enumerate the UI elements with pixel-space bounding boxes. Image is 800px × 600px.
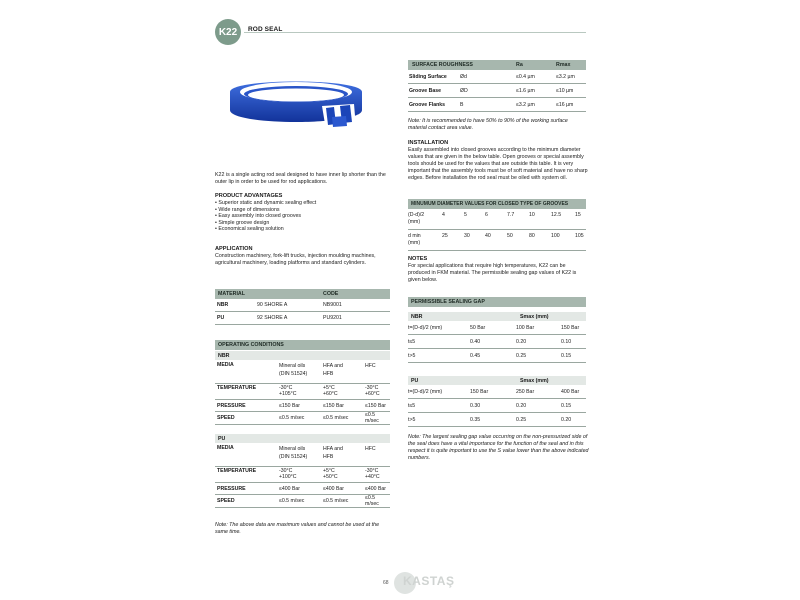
cell: t≤5 xyxy=(408,402,416,409)
list-item: • Economical sealing solution xyxy=(215,226,390,233)
table-row xyxy=(215,495,390,508)
cell: 0.25 xyxy=(516,416,527,423)
table-row xyxy=(408,230,586,251)
cell: ≤3.2 µm xyxy=(516,101,535,108)
cell: 0.35 xyxy=(470,416,481,423)
list-item: • Simple groove design xyxy=(215,220,390,227)
cell: +5°C +50°C xyxy=(323,468,338,480)
cell: -30°C +40°C xyxy=(365,468,380,480)
cell: Groove Base xyxy=(409,87,442,94)
table-row xyxy=(215,360,390,384)
cell: 15 xyxy=(575,212,581,218)
cell: 0.15 xyxy=(561,402,572,409)
list-item: • Superior static and dynamic sealing effect xyxy=(215,200,390,207)
cell: 400 Bar xyxy=(561,388,580,395)
advantages-title: PRODUCT ADVANTAGES xyxy=(215,193,283,199)
cell: 0.20 xyxy=(516,402,527,409)
cell: Groove Flanks xyxy=(409,101,446,108)
list-item: • Easy assembly into closed grooves xyxy=(215,213,390,220)
cell: Mineral oils (DIN 51524) xyxy=(279,363,308,377)
table-subheader: NBR xyxy=(215,351,390,360)
cell: 92 SHORE A xyxy=(257,315,288,321)
table-subheader xyxy=(408,376,586,385)
surface-roughness-table xyxy=(408,60,586,112)
cell: Sliding Surface xyxy=(409,73,447,80)
cell: 90 SHORE A xyxy=(257,302,288,308)
table-row xyxy=(408,413,586,427)
cell: ≤150 Bar xyxy=(365,402,387,409)
cell: 0.10 xyxy=(561,338,572,345)
advantages-list xyxy=(215,200,390,233)
header-divider xyxy=(244,32,586,33)
table-row xyxy=(215,467,390,483)
cell: Ød xyxy=(460,73,467,80)
cell: t=(D-d)/2 (mm) xyxy=(408,388,443,395)
cell: NBR xyxy=(217,302,229,308)
subheader-cell: NBR xyxy=(411,313,423,320)
cell: 150 Bar xyxy=(470,388,489,395)
table-row xyxy=(408,385,586,399)
table-row xyxy=(215,299,390,312)
table-subheader xyxy=(408,312,586,321)
cell: ≤400 Bar xyxy=(279,485,301,492)
cell: 25 xyxy=(442,233,448,239)
cell: 6 xyxy=(485,212,488,218)
cell: 0.20 xyxy=(516,338,527,345)
operating-conditions-table xyxy=(215,340,390,508)
table-header: PERMISSIBLE SEALING GAP xyxy=(408,297,586,307)
cell: ≤0.5 m/sec xyxy=(323,498,349,504)
cell: MEDIA xyxy=(217,445,234,451)
cell: 5 xyxy=(464,212,467,218)
table-header xyxy=(215,289,390,299)
cell: 0.40 xyxy=(470,338,481,345)
table-header xyxy=(408,60,586,70)
cell: 7.7 xyxy=(507,212,515,218)
cell: PU9201 xyxy=(323,315,342,321)
cell: ≤150 Bar xyxy=(279,402,301,409)
subheader-cell: PU xyxy=(411,377,419,384)
cell: ≤1.6 µm xyxy=(516,87,535,94)
table-row xyxy=(215,443,390,467)
cell: TEMPERATURE xyxy=(217,468,257,474)
cell: ≤400 Bar xyxy=(365,485,387,492)
cell: HFC xyxy=(365,446,376,452)
cell: 80 xyxy=(529,233,535,239)
notes-title: NOTES xyxy=(408,256,428,262)
cell: ≤0.5 m/sec xyxy=(365,495,379,507)
cell: 0.15 xyxy=(561,352,572,359)
material-table xyxy=(215,289,390,325)
cell: 40 xyxy=(485,233,491,239)
cell: NB9001 xyxy=(323,302,342,308)
table-subheader: PU xyxy=(215,434,390,443)
min-diameter-table xyxy=(408,199,586,251)
cell: (D-d)/2 (mm) xyxy=(408,212,425,225)
table-row xyxy=(215,483,390,495)
cell: ≤16 µm xyxy=(556,101,574,108)
sealing-gap-table xyxy=(408,297,586,427)
cell: ≤0.5 m/sec xyxy=(323,415,349,421)
notes-text: For special applications that require high temperatures, K22 can be produced in FKM material. The permissible sealing gap values of K22 is given below. xyxy=(408,263,577,283)
cell: +5°C +60°C xyxy=(323,385,338,397)
table-row xyxy=(408,98,586,112)
cell: -30°C +100°C xyxy=(279,468,297,480)
cell: PRESSURE xyxy=(217,402,246,409)
header-cell: CODE xyxy=(323,291,339,297)
cell: ≤0.4 µm xyxy=(516,73,535,80)
page-title: ROD SEAL xyxy=(248,26,283,33)
cell: B xyxy=(460,101,464,108)
operating-note: Note: The above data are maximum values and cannot be used at the same time. xyxy=(215,522,380,535)
cell: 0.45 xyxy=(470,352,481,359)
application-text: Construction machinery, fork-lift trucks, injection moulding machines, agricultural machinery, loading platforms and standard cylinders. xyxy=(215,253,376,266)
cell: t>5 xyxy=(408,352,416,359)
product-code-badge: K22 xyxy=(215,19,241,45)
table-row xyxy=(215,400,390,412)
roughness-note: Note: It is recommended to have 50% to 90% of the working surface material contact area value. xyxy=(408,118,568,131)
cell: HFA and HFB xyxy=(323,446,343,460)
cell: SPEED xyxy=(217,415,235,421)
cell: -30°C +60°C xyxy=(365,385,380,397)
installation-text: Easily assembled into closed grooves according to the minimum diameter values that are given in the below table. Open grooves or special assembly tools should be used for the values that are outside this table. It is very important that the assembly tools must be of soft material and have no sharp edges. Before installation the rod seal must be oiled with system oil. xyxy=(408,147,588,181)
header-cell: Ra xyxy=(516,62,523,68)
cell: ≤10 µm xyxy=(556,87,574,94)
list-item: • Wide range of dimensions xyxy=(215,207,390,214)
table-row xyxy=(408,209,586,230)
header-cell: MATERIAL xyxy=(218,291,245,297)
cell: 4 xyxy=(442,212,445,218)
table-row xyxy=(215,384,390,400)
table-row xyxy=(408,335,586,349)
table-row xyxy=(215,312,390,325)
cell: TEMPERATURE xyxy=(217,385,257,391)
cell: d min (mm) xyxy=(408,233,421,246)
cell: t≤5 xyxy=(408,338,416,345)
table-row xyxy=(215,412,390,425)
table-header: OPERATING CONDITIONS xyxy=(215,340,390,350)
cell: t>5 xyxy=(408,416,416,423)
cell: 50 Bar xyxy=(470,324,486,331)
cell: ≤400 Bar xyxy=(323,485,345,492)
cell: 100 xyxy=(551,233,560,239)
cell: PRESSURE xyxy=(217,485,246,492)
cell: ≤0.5 m/sec xyxy=(365,412,379,424)
intro-text: K22 is a single acting rod seal designed to have inner lip shorter than the outer lip in order to be used for rod applications. xyxy=(215,172,386,185)
cell: 100 Bar xyxy=(516,324,535,331)
cell: 0.20 xyxy=(561,416,572,423)
cell: 250 Bar xyxy=(516,388,535,395)
cell: 105 xyxy=(575,233,584,239)
cell: 50 xyxy=(507,233,513,239)
rod-seal-image xyxy=(222,70,372,140)
subheader-cell: Smax (mm) xyxy=(520,377,549,384)
cell: 30 xyxy=(464,233,470,239)
cell: 12.5 xyxy=(551,212,562,218)
header-cell: SURFACE ROUGHNESS xyxy=(412,62,473,68)
subheader-cell: Smax (mm) xyxy=(520,313,549,320)
cell: 150 Bar xyxy=(561,324,580,331)
cell: ≤0.5 m/sec xyxy=(279,415,305,421)
cell: MEDIA xyxy=(217,362,234,368)
table-row xyxy=(408,349,586,363)
cell: ØD xyxy=(460,87,468,94)
page-number: 68 xyxy=(383,580,389,586)
cell: ≤0.5 m/sec xyxy=(279,498,305,504)
table-row xyxy=(408,70,586,84)
table-row xyxy=(408,399,586,413)
cell: ≤150 Bar xyxy=(323,402,345,409)
cell: ≤3.2 µm xyxy=(556,73,575,80)
cell: 0.30 xyxy=(470,402,481,409)
table-row xyxy=(408,321,586,335)
sealing-gap-note: Note: The largest sealing gap value occurring on the non-pressurized side of the seal does have a vital importance for the function of the seal and in this respect it is quite important to use the S value lower than the above indicated numbers. xyxy=(408,434,589,461)
cell: 0.25 xyxy=(516,352,527,359)
application-title: APPLICATION xyxy=(215,246,253,252)
cell: 10 xyxy=(529,212,535,218)
table-row xyxy=(408,84,586,98)
cell: -30°C +105°C xyxy=(279,385,297,397)
cell: HFA and HFB xyxy=(323,363,343,377)
cell: SPEED xyxy=(217,498,235,504)
header-cell: Rmax xyxy=(556,62,571,68)
brand-name: KASTAŞ xyxy=(403,574,455,588)
table-header: MINUMUM DIAMETER VALUES FOR CLOSED TYPE OF GROOVES xyxy=(408,199,586,209)
cell: HFC xyxy=(365,363,376,369)
cell: PU xyxy=(217,315,225,321)
cell: Mineral oils (DIN 51524) xyxy=(279,446,308,460)
installation-title: INSTALLATION xyxy=(408,140,449,146)
cell: t=(D-d)/2 (mm) xyxy=(408,324,443,331)
